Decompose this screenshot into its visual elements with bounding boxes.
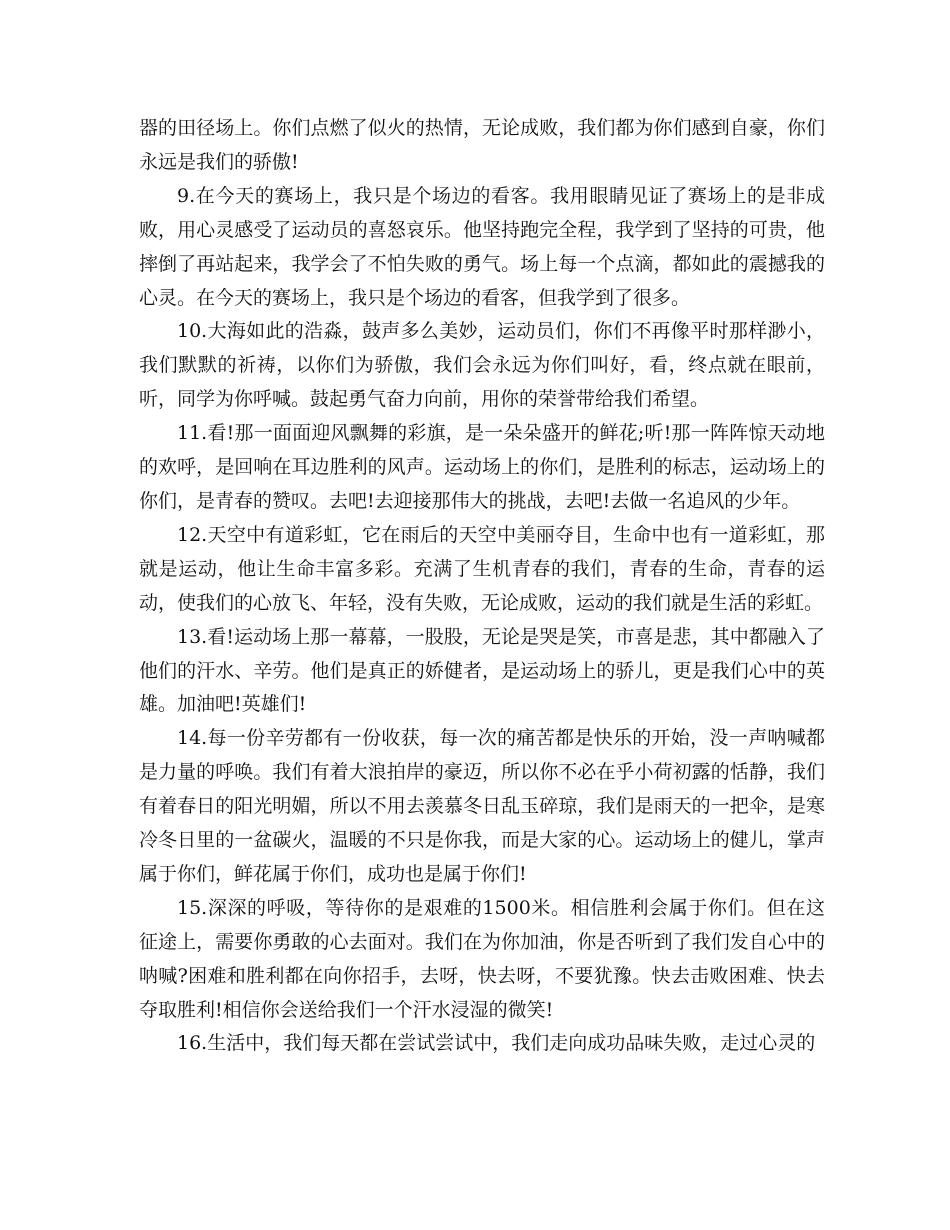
paragraph-13: 13.看!运动场上那一幕幕，一股股，无论是哭是笑，市喜是悲，其中都融入了他们的汗水、辛劳。他们是真正的娇健者，是运动场上的骄儿，更是我们心中的英雄。加油吧!英雄们!	[139, 625, 825, 716]
paragraph-15: 15.深深的呼吸，等待你的是艰难的1500米。相信胜利会属于你们。但在这征途上，需要你勇敢的心去面对。我们在为你加油，你是否听到了我们发自心中的呐喊?困难和胜利都在向你招手，去呀，快去呀，不要犹豫。快去击败困难、快去夺取胜利!相信你会送给我们一个汗水浸湿的微笑!	[139, 896, 825, 1021]
paragraph-10: 10.大海如此的浩淼，鼓声多么美妙，运动员们，你们不再像平时那样渺小，我们默默的祈祷，以你们为骄傲，我们会永远为你们叫好，看，终点就在眼前，听，同学为你呼喊。鼓起勇气奋力向前，用你的荣誉带给我们希望。	[139, 320, 825, 411]
paragraph-12: 12.天空中有道彩虹，它在雨后的天空中美丽夺目，生命中也有一道彩虹，那就是运动，他让生命丰富多彩。充满了生机青春的我们，青春的生命，青春的运动，使我们的心放飞、年轻，没有失败，无论成败，运动的我们就是生活的彩虹。	[139, 523, 825, 614]
paragraph-continued: 器的田径场上。你们点燃了似火的热情，无论成败，我们都为你们感到自豪，你们永远是我们的骄傲!	[139, 117, 825, 173]
paragraph-9: 9.在今天的赛场上，我只是个场边的看客。我用眼睛见证了赛场上的是非成败，用心灵感受了运动员的喜怒哀乐。他坚持跑完全程，我学到了坚持的可贵，他摔倒了再站起来，我学会了不怕失败的勇气。场上每一个点滴，都如此的震撼我的心灵。在今天的赛场上，我只是个场边的看客，但我学到了很多。	[139, 184, 825, 309]
paragraph-14: 14.每一份辛劳都有一份收获，每一次的痛苦都是快乐的开始，没一声呐喊都是力量的呼唤。我们有着大浪拍岸的豪迈，所以你不必在乎小荷初露的恬静，我们有着春日的阳光明媚，所以不用去羡慕冬日乱玉碎琼，我们是雨天的一把伞，是寒冷冬日里的一盆碳火，温暖的不只是你我，而是大家的心。运动场上的健儿，掌声属于你们，鲜花属于你们，成功也是属于你们!	[139, 727, 825, 885]
paragraph-16: 16.生活中，我们每天都在尝试尝试中，我们走向成功品味失败，走过心灵的	[177, 1032, 816, 1055]
document-body	[139, 112, 825, 1061]
paragraph-11: 11.看!那一面面迎风飘舞的彩旗，是一朵朵盛开的鲜花;听!那一阵阵惊天动地的欢呼，是回响在耳边胜利的风声。运动场上的你们，是胜利的标志，运动场上的你们，是青春的赞叹。去吧!去迎接那伟大的挑战，去吧!去做一名追风的少年。	[139, 422, 825, 512]
